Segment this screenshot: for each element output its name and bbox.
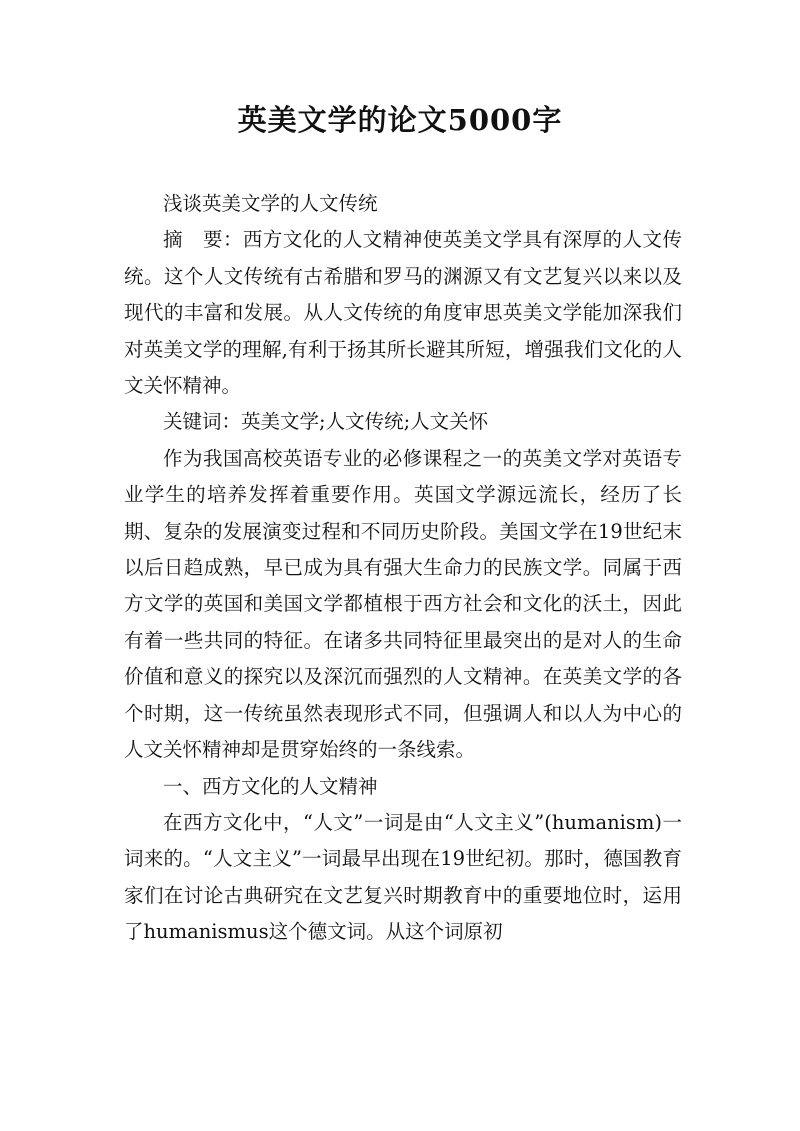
document-body	[124, 186, 682, 951]
abstract-paragraph: 摘 要：西方文化的人文精神使英美文学具有深厚的人文传统。这个人文传统有古希腊和罗马的渊源又有文艺复兴以来以及现代的丰富和发展。从人文传统的角度审思英美文学能加深我们对英美文学的理解,有利于扬其所长避其所短，增强我们文化的人文关怀精神。	[124, 228, 682, 398]
section-heading: 一、西方文化的人文精神	[163, 774, 378, 798]
section-paragraph: 在西方文化中，“人文”一词是由“人文主义”(humanism)一词来的。“人文主义”一词最早出现在19世纪初。那时，德国教育家们在讨论古典研究在文艺复兴时期教育中的重要地位时，运用了humanismus这个德文词。从这个词原初	[124, 810, 682, 944]
intro-paragraph: 作为我国高校英语专业的必修课程之一的英美文学对英语专业学生的培养发挥着重要作用。英国文学源远流长，经历了长期、复杂的发展演变过程和不同历史阶段。美国文学在19世纪末以后日趋成熟，早已成为具有强大生命力的民族文学。同属于西方文学的英国和美国文学都植根于西方社会和文化的沃土，因此有着一些共同的特征。在诸多共同特征里最突出的是对人的生命价值和意义的探究以及深沉而强烈的人文精神。在英美文学的各个时期，这一传统虽然表现形式不同，但强调人和以人为中心的人文关怀精神却是贯穿始终的一条线索。	[124, 446, 682, 762]
document-title: 英美文学的论文5000字	[237, 103, 563, 137]
keywords-paragraph: 关键词：英美文学;人文传统;人文关怀	[163, 410, 489, 434]
article-subtitle: 浅谈英美文学的人文传统	[163, 192, 378, 215]
